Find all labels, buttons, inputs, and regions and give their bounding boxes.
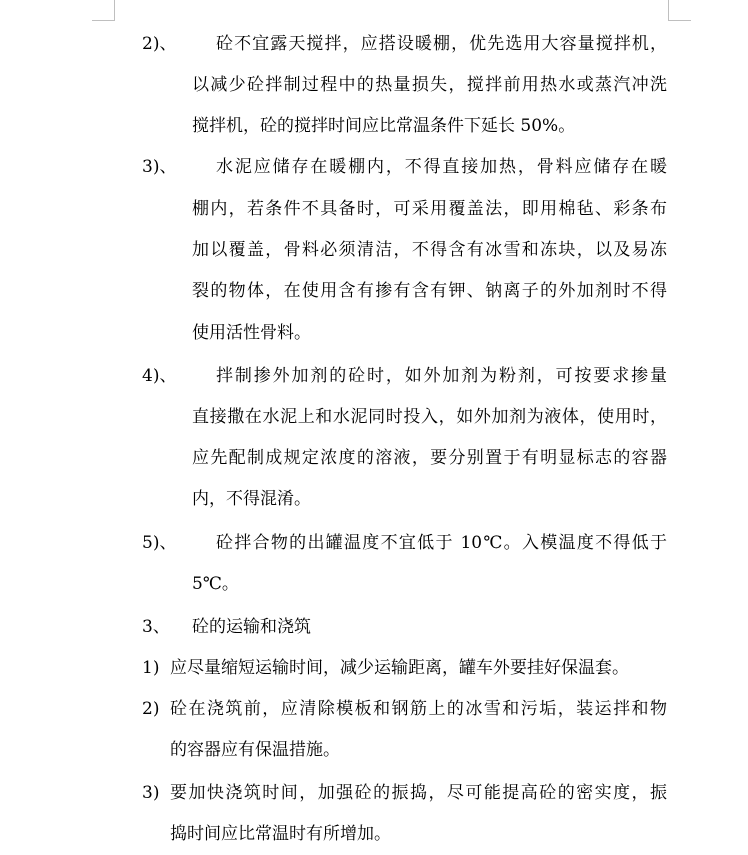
page-corner-mark-left	[92, 0, 115, 21]
list-marker: 2)	[142, 699, 160, 719]
paragraph-line: 砼不宜露天搅拌，应搭设暖棚，优先选用大容量搅拌机，	[216, 34, 667, 54]
paragraph-line: 加以覆盖，骨料必须清洁，不得含有冰雪和冻块，以及易冻	[192, 240, 667, 260]
paragraph-line: 棚内，若条件不具备时，可采用覆盖法，即用棉毡、彩条布	[192, 199, 667, 219]
paragraph-line: 水泥应储存在暖棚内，不得直接加热，骨料应储存在暖	[216, 157, 667, 177]
paragraph-line: 内，不得混淆。	[192, 489, 311, 509]
list-line: 砼在浇筑前，应清除模板和钢筋上的冰雪和污垢，装运拌和物	[170, 699, 667, 719]
paragraph-line: 拌制掺外加剂的砼时，如外加剂为粉剂，可按要求掺量	[216, 366, 667, 386]
list-line: 应尽量缩短运输时间，减少运输距离，罐车外要挂好保温套。	[170, 658, 629, 678]
list-line: 的容器应有保温措施。	[170, 740, 340, 760]
item-marker: 2)、	[142, 34, 177, 54]
item-marker: 3)、	[142, 157, 177, 177]
list-line: 要加快浇筑时间，加强砼的振捣，尽可能提高砼的密实度，振	[170, 783, 667, 803]
paragraph-line: 使用活性骨料。	[192, 323, 311, 343]
paragraph-line: 砼拌合物的出罐温度不宜低于 10℃。入模温度不得低于	[216, 533, 667, 553]
list-marker: 1)	[142, 658, 160, 678]
paragraph-line: 应先配制成规定浓度的溶液，要分别置于有明显标志的容器	[192, 448, 667, 468]
paragraph-line: 裂的物体，在使用含有掺有含有钾、钠离子的外加剂时不得	[192, 281, 667, 301]
paragraph-line: 直接撒在水泥上和水泥同时投入，如外加剂为液体，使用时，	[192, 407, 667, 427]
paragraph-line: 搅拌机，砼的搅拌时间应比常温条件下延长 50%。	[192, 116, 576, 136]
page-corner-mark-right	[668, 0, 691, 21]
section-title: 砼的运输和浇筑	[192, 617, 311, 637]
list-line: 捣时间应比常温时有所增加。	[170, 824, 391, 844]
item-marker: 5)、	[142, 533, 177, 553]
list-marker: 3)	[142, 783, 160, 803]
section-marker: 3、	[142, 617, 170, 637]
item-marker: 4)、	[142, 366, 177, 386]
paragraph-line: 以减少砼拌制过程中的热量损失，搅拌前用热水或蒸汽冲洗	[192, 75, 667, 95]
paragraph-line: 5℃。	[192, 574, 239, 594]
